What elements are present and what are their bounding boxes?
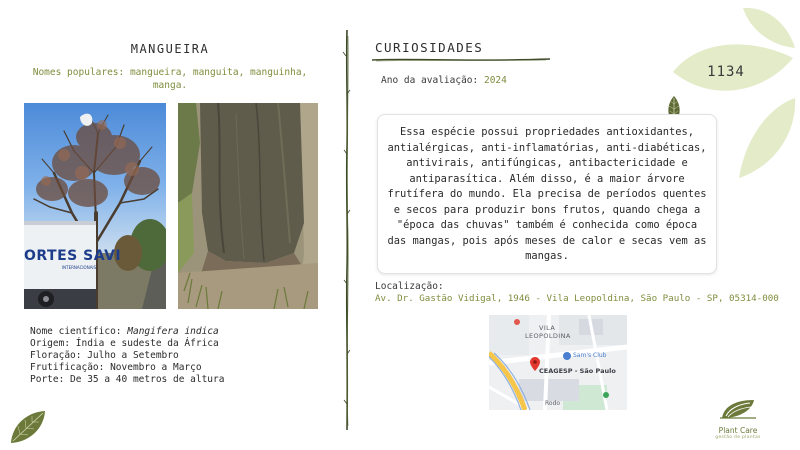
popular-names: Nomes populares: mangueira, manguita, manguinha, manga.	[32, 67, 308, 91]
location-label: Localização:	[375, 281, 444, 292]
tree-title: MANGUEIRA	[130, 42, 210, 56]
map-place-label: CEAGESP - São Paulo	[539, 367, 616, 375]
map-district-line2: LEOPOLDINA	[525, 332, 571, 340]
origin-row: Origem: Índia e sudeste da África	[30, 338, 219, 349]
location-map[interactable]	[489, 315, 627, 410]
truck-sign-subtext: INTERNACIONAIS	[62, 265, 97, 270]
brand-name: Plant Care	[718, 426, 758, 435]
evaluation-year-value: 2024	[483, 75, 507, 86]
leaf-icon	[8, 408, 48, 446]
scientific-name-row	[30, 326, 224, 338]
column-divider	[338, 30, 356, 430]
scientific-name-label: Nome científico:	[30, 326, 122, 337]
size-row: Porte: De 35 a 40 metros de altura	[30, 374, 225, 385]
trunk-photo	[178, 103, 318, 309]
evaluation-year	[381, 75, 507, 86]
map-road-label: Rodo	[545, 400, 561, 407]
brand-logo-icon	[718, 396, 758, 420]
fruiting-row: Frutificação: Novembro a Março	[30, 362, 202, 373]
curiosities-title: CURIOSIDADES	[375, 40, 484, 55]
title-underline	[372, 57, 550, 63]
tree-full-photo	[24, 103, 166, 309]
scientific-name-value: Mangifera indica	[127, 326, 219, 337]
flowering-row: Floração: Julho a Setembro	[30, 350, 179, 361]
tree-id-number: 1134	[707, 64, 745, 80]
brand-logo	[708, 396, 768, 440]
curiosity-card	[377, 114, 717, 274]
curiosity-text: Essa espécie possui propriedades antioxidantes, antialérgicas, anti-inflamatórias, anti-diabéticas, antivirais, antifúngicas, antibactericidade e antiparasítica. Além disso, é a maior árvore frutífera do mundo. Ela precisa de períodos quentes e secos para produzir bons frutos, quando chega a "época das chuvas" também é conhecida como época das mangas, pois após meses de calor e secas vem as mangas.	[387, 126, 707, 262]
truck-sign-text: ORTES SAVI	[24, 248, 122, 264]
location-address[interactable]: Av. Dr. Gastão Vidigal, 1946 - Vila Leopoldina, São Paulo - SP, 05314-000	[375, 293, 779, 304]
map-store-label: Sam's Club	[573, 352, 607, 359]
tree-info	[30, 326, 224, 386]
brand-tagline: gestão de plantas	[715, 435, 761, 440]
map-district-line1: VILA	[539, 324, 556, 332]
evaluation-year-label: Ano da avaliação:	[381, 75, 479, 86]
